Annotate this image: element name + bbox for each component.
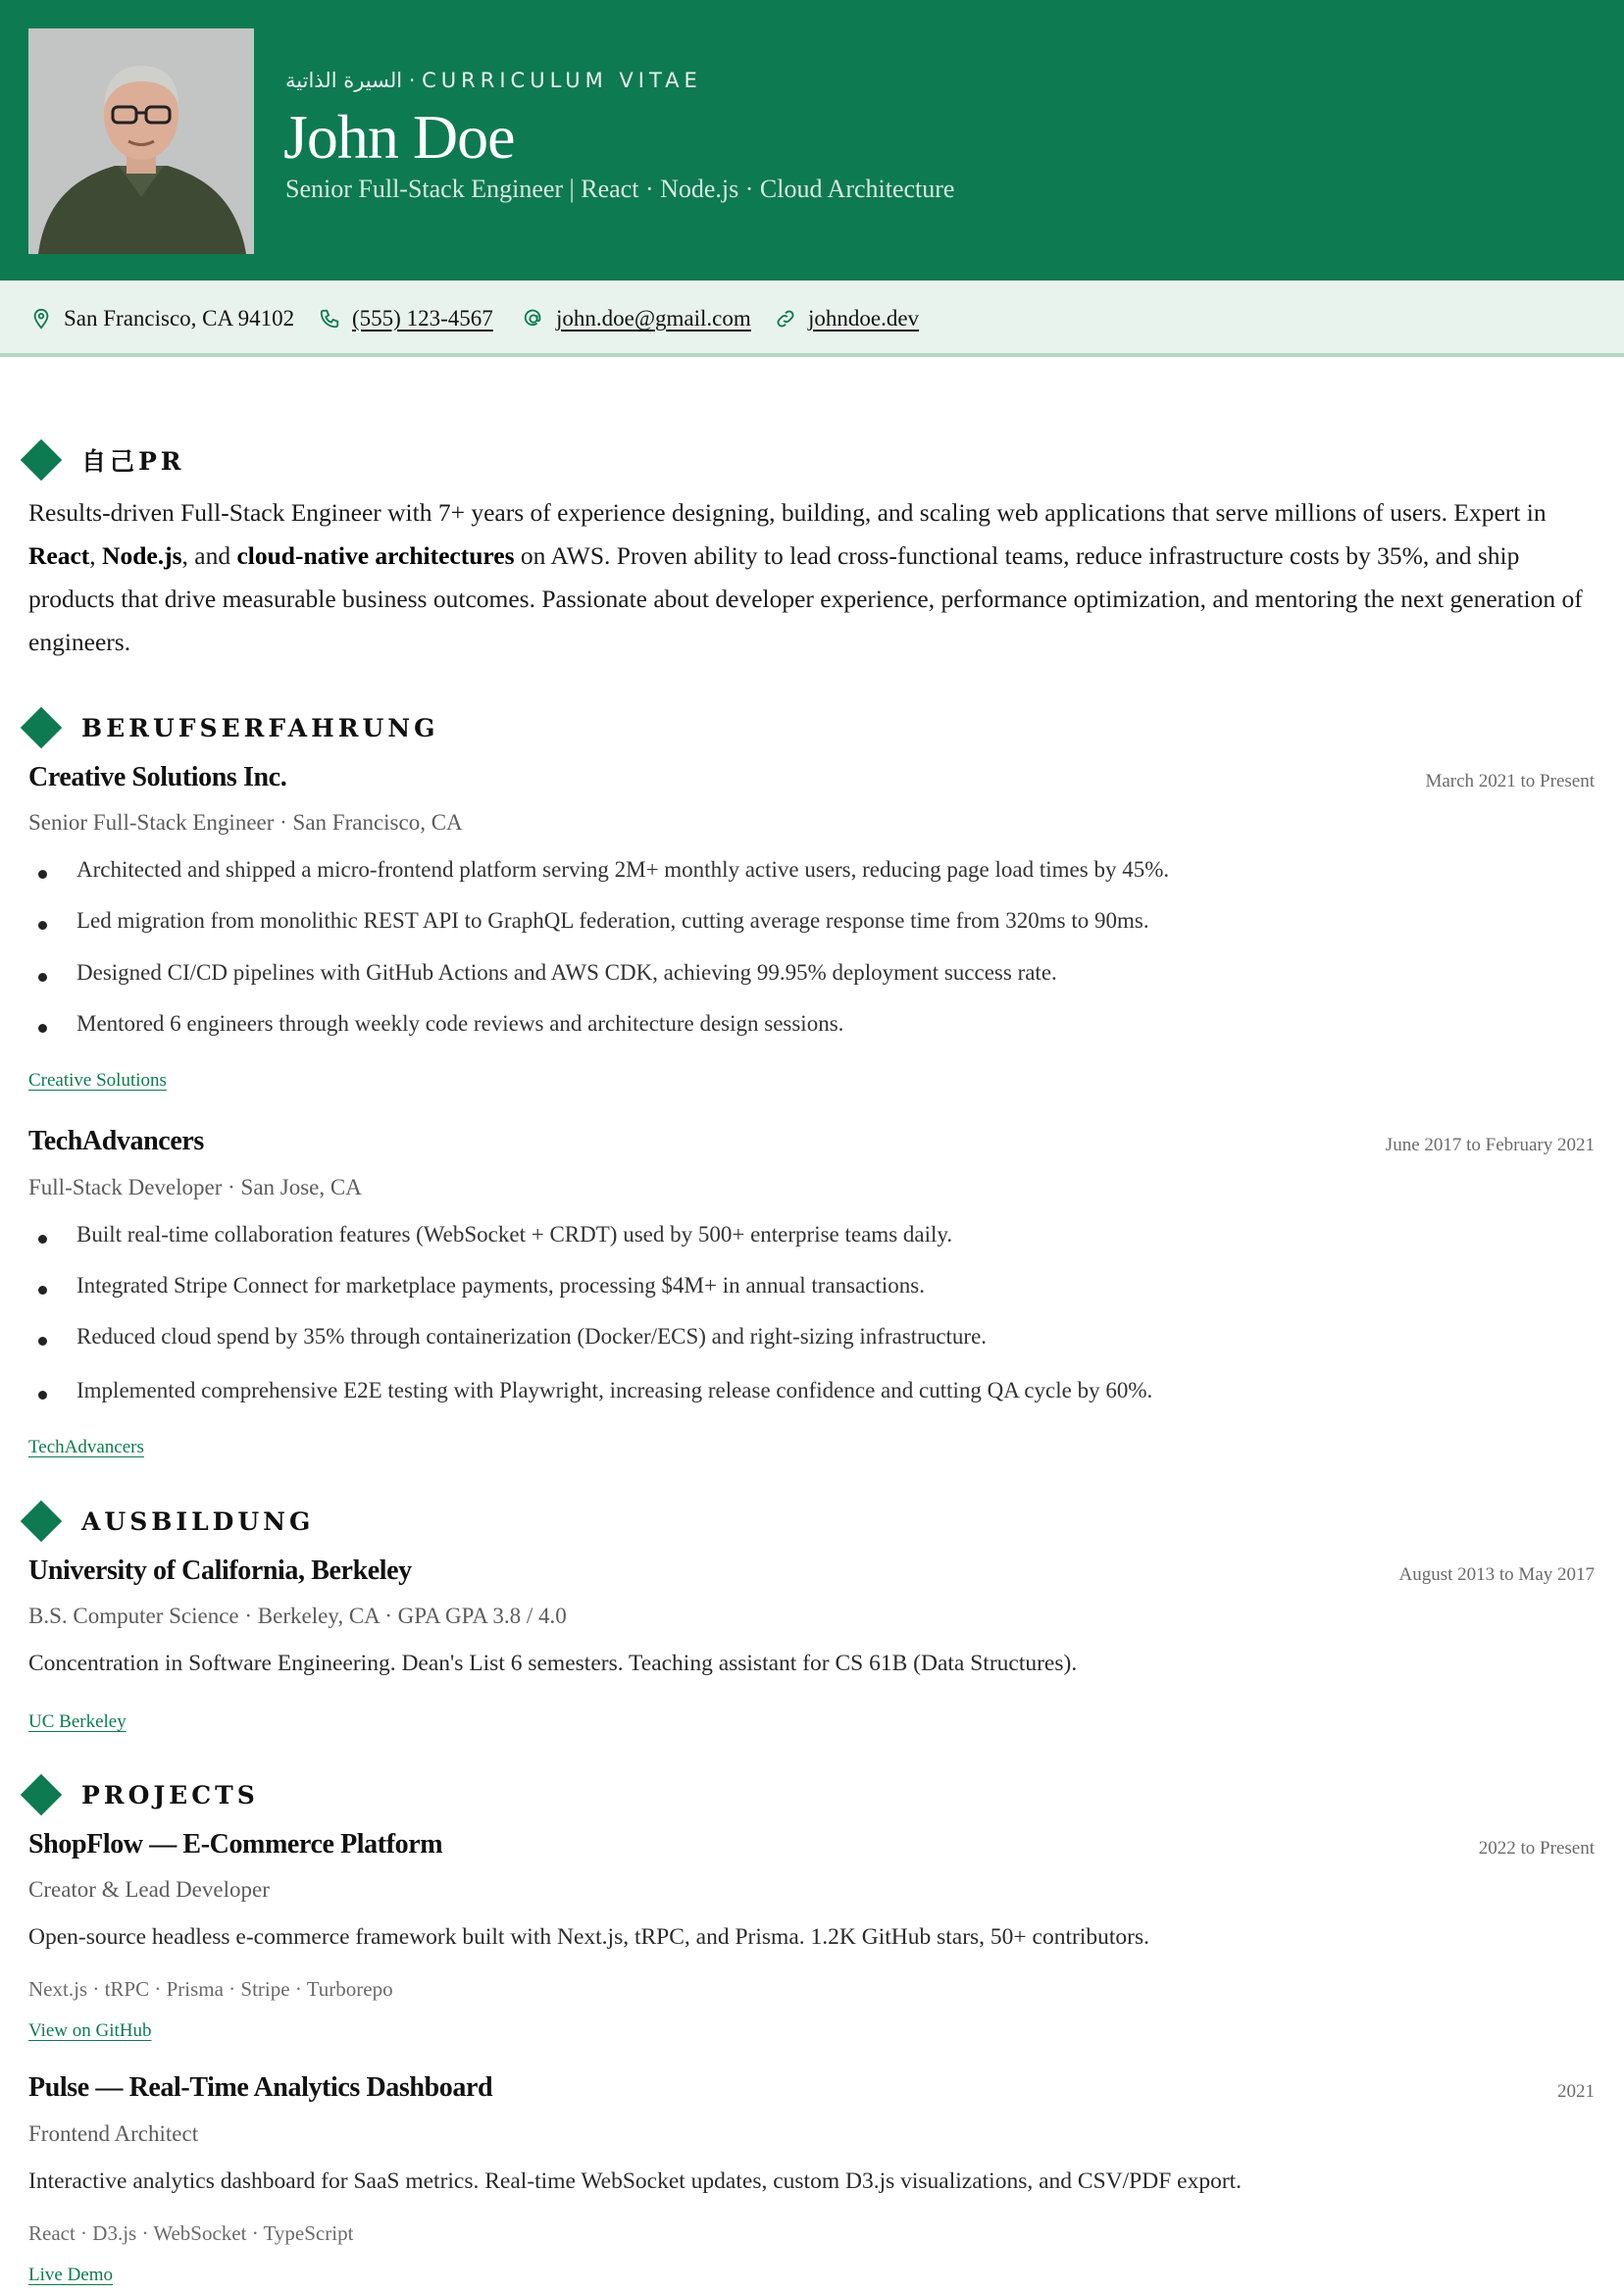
experience-bullet: Built real-time collaboration features (WebSocket + CRDT) used by 500+ enterprise teams daily. (76, 1222, 953, 1247)
map-pin-icon (30, 308, 52, 330)
project-role: Creator & Lead Developer (28, 1877, 270, 1902)
education-school: University of California, Berkeley (28, 1555, 412, 1586)
experience-role: Senior Full-Stack Engineer · San Francisco, CA (28, 810, 463, 835)
location-text: San Francisco, CA 94102 (64, 306, 295, 331)
experience-bullet: Implemented comprehensive E2E testing with Playwright, increasing release confidence and cutting QA cycle by 60%. (76, 1378, 1153, 1402)
section-diamond-icon (21, 1774, 62, 1815)
education-degree: B.S. Computer Science · Berkeley, CA · GPA GPA 3.8 / 4.0 (28, 1604, 567, 1628)
experience-bullet: Integrated Stripe Connect for marketplace payments, processing $4M+ in annual transactions. (76, 1273, 925, 1298)
summary-text: on AWS. Proven ability to lead cross-functional teams, reduce infrastructure costs by 35%, and ship products that drive measurable business outcomes. Passionate about developer experience, performance optimization, and mentoring the next generation of engineers. (28, 541, 1583, 656)
experience-link[interactable]: Creative Solutions (28, 1070, 167, 1091)
summary-highlight: React (28, 541, 90, 570)
section-diamond-icon (21, 1501, 62, 1542)
experience-bullet: Architected and shipped a micro-frontend platform serving 2M+ monthly active users, reducing page load times by 45%. (76, 857, 1170, 882)
experience-bullet: Designed CI/CD pipelines with GitHub Actions and AWS CDK, achieving 99.95% deployment success rate. (76, 960, 1057, 985)
link-icon (775, 308, 796, 330)
project-link[interactable]: Live Demo (28, 2265, 114, 2285)
section-title: BERUFSERFAHRUNG (81, 713, 439, 742)
education-description: Concentration in Software Engineering. Dean's List 6 semesters. Teaching assistant for CS 61B (Data Structures). (28, 1651, 1078, 1676)
contact-phone[interactable] (319, 304, 493, 333)
section-summary-heading (22, 440, 185, 480)
experience-dates: March 2021 to Present (1425, 771, 1595, 791)
experience-link[interactable]: TechAdvancers (28, 1437, 144, 1457)
experience-bullet: Reduced cloud spend by 35% through containerization (Docker/ECS) and right-sizing infrastructure. (76, 1324, 988, 1349)
experience-bullet: Led migration from monolithic REST API to GraphQL federation, cutting average response time from 320ms to 90ms. (76, 908, 1149, 933)
summary-text: Results-driven Full-Stack Engineer with 7+ years of experience designing, building, and scaling web applications that serve millions of users. Expert in (28, 498, 1547, 527)
email-link[interactable]: john.doe@gmail.com (556, 306, 751, 331)
website-link[interactable]: johndoe.dev (808, 306, 920, 331)
education-dates: August 2013 to May 2017 (1398, 1564, 1595, 1585)
experience-company: TechAdvancers (28, 1126, 204, 1156)
education-link[interactable]: UC Berkeley (28, 1711, 127, 1732)
project-link[interactable]: View on GitHub (28, 2020, 152, 2041)
project-name: Pulse — Real-Time Analytics Dashboard (28, 2072, 493, 2103)
contact-website[interactable] (775, 304, 919, 333)
contact-bar (0, 280, 1624, 357)
section-title: 自己PR (81, 447, 185, 476)
at-sign-icon (523, 308, 544, 330)
experience-bullet: Mentored 6 engineers through weekly code reviews and architecture design sessions. (76, 1011, 844, 1036)
experience-dates: June 2017 to February 2021 (1385, 1135, 1595, 1155)
section-projects-heading (22, 1775, 259, 1814)
project-description: Interactive analytics dashboard for SaaS metrics. Real-time WebSocket updates, custom D3.js visualizations, and CSV/PDF export. (28, 2168, 1243, 2194)
summary-highlight: Node.js (102, 541, 182, 570)
project-role: Frontend Architect (28, 2121, 199, 2146)
summary-highlight: cloud-native architectures (236, 541, 515, 570)
contact-email[interactable] (523, 304, 751, 333)
summary-text: , and (181, 541, 237, 570)
phone-link[interactable]: (555) 123-4567 (352, 306, 493, 331)
profile-photo-illustration (28, 28, 254, 254)
section-diamond-icon (21, 439, 62, 481)
section-experience-heading (22, 708, 438, 747)
experience-role: Full-Stack Developer · San Jose, CA (28, 1175, 362, 1199)
project-dates: 2021 (1557, 2081, 1595, 2102)
project-description: Open-source headless e-commerce framework built with Next.js, tRPC, and Prisma. 1.2K GitHub stars, 50+ contributors. (28, 1924, 1149, 1950)
candidate-name: John Doe (283, 102, 515, 172)
project-dates: 2022 to Present (1478, 1838, 1595, 1859)
candidate-tagline: Senior Full-Stack Engineer | React · Node.js · Cloud Architecture (285, 175, 955, 203)
project-tech-stack: Next.js · tRPC · Prisma · Stripe · Turborepo (28, 1977, 393, 2001)
summary-paragraph (28, 491, 1607, 664)
experience-company: Creative Solutions Inc. (28, 762, 287, 792)
section-education-heading (22, 1502, 314, 1541)
project-name: ShopFlow — E-Commerce Platform (28, 1829, 443, 1860)
contact-location (30, 304, 294, 333)
phone-icon (319, 308, 340, 330)
project-tech-stack: React · D3.js · WebSocket · TypeScript (28, 2221, 354, 2245)
cv-label: السيرة الذاتية · CURRICULUM VITAE (285, 69, 702, 92)
section-title: PROJECTS (81, 1780, 259, 1810)
header-banner (0, 0, 1624, 280)
summary-text: , (89, 541, 103, 570)
section-title: AUSBILDUNG (81, 1506, 315, 1536)
section-diamond-icon (21, 707, 62, 748)
profile-photo (28, 28, 254, 254)
